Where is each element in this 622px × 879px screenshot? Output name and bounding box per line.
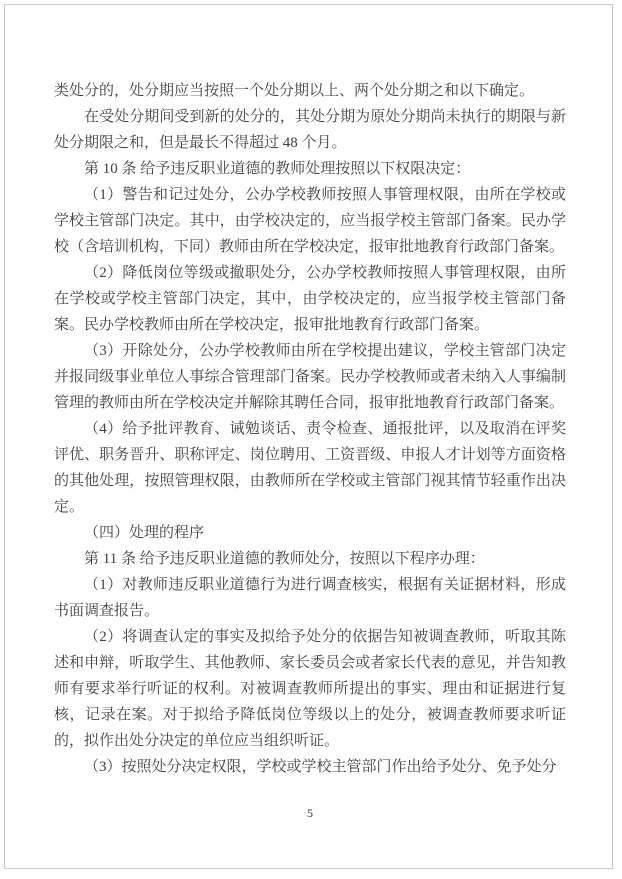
paragraph: 类处分的，处分期应当按照一个处分期以上、两个处分期之和以下确定。 [54,83,535,99]
paragraph: 在受处分期间受到新的处分的，其处分期为原处分期尚未执行的期限与新处分期限之和，但是最长不得超过 48 个月。 [54,109,566,151]
page-number: 5 [307,806,313,820]
document-body [54,78,566,780]
paragraph: 第 11 条 给予违反职业道德的教师处分，按照以下程序办理： [84,551,485,567]
paragraph: （2）将调查认定的事实及拟给予处分的依据告知被调查教师，听取其陈述和申辩，听取学生、其他教师、家长委员会或者家长代表的意见，并告知教师有要求举行听证的权利。对被调查教师所提出的事实、理由和证据进行复核，记录在案。对于拟给予降低岗位等级以上的处分，被调查教师要求听证的，拟作出处分决定的单位应当组织听证。 [54,629,566,749]
paragraph: （1）对教师违反职业道德行为进行调查核实，根据有关证据材料，形成书面调查报告。 [54,577,566,619]
paragraph: （3）按照处分决定权限，学校或学校主管部门作出给予处分、免予处分 [84,759,557,775]
paragraph: （1）警告和记过处分，公办学校教师按照人事管理权限，由所在学校或学校主管部门决定。其中，由学校决定的，应当报学校主管部门备案。民办学校（含培训机构，下同）教师由所在学校决定，报审批地教育行政部门备案。 [54,187,566,255]
paragraph: 第 10 条 给予违反职业道德的教师处理按照以下权限决定： [84,161,471,177]
paragraph: （4）给予批评教育、诫勉谈话、责令检查、通报批评，以及取消在评奖评优、职务晋升、职称评定、岗位聘用、工资晋级、申报人才计划等方面资格的其他处理，按照管理权限，由教师所在学校或主管部门视其情节轻重作出决定。 [54,421,566,515]
paragraph: （2）降低岗位等级或撤职处分，公办学校教师按照人事管理权限，由所在学校或学校主管部门决定，其中，由学校决定的，应当报学校主管部门备案。民办学校教师由所在学校决定，报审批地教育行政部门备案。 [54,265,566,333]
paragraph: （四）处理的程序 [84,525,205,541]
paragraph: （3）开除处分，公办学校教师由所在学校提出建议，学校主管部门决定并报同级事业单位人事综合管理部门备案。民办学校教师或者未纳入人事编制管理的教师由所在学校决定并解除其聘任合同，报审批地教育行政部门备案。 [54,343,566,411]
